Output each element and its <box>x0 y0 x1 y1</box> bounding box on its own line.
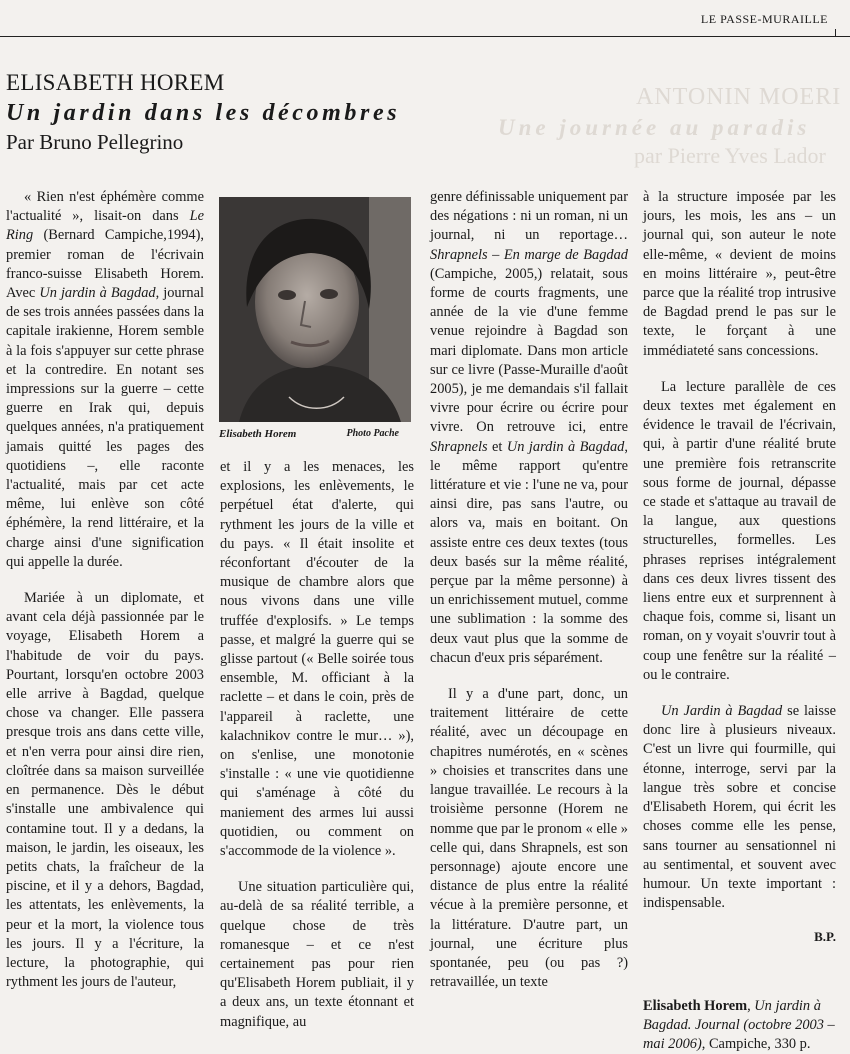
article-author: ELISABETH HOREM <box>6 70 225 95</box>
paragraph: à la structure imposée par les jours, les mois, les ans – un journal qui, son auteur le note elle-même, « devient de moins en moins littéraire », peut-être parce que la réalité trop intrusive de Bagdad prend le pas sur le texte, le forçant à une immédiateté sans concessions. <box>643 189 836 359</box>
header-rule-tick <box>835 29 837 37</box>
reference-publisher: , Campiche, 330 p. <box>701 1035 811 1052</box>
signature: B.P. <box>814 929 836 945</box>
text-run: (Campiche, 2005,) relatait, sous forme de courts fragments, une année de la vie d'une femme venue rejoindre à Bagdad son mari diplomate. Dans mon article sur ce livre (Passe-Muraille d'août 2005), je me demandais s'il fallait vivre pour écrire ou écrire pour vivre. On retrouve ici, entre <box>430 265 628 436</box>
paragraph: Une situation particulière qui, au-delà de sa réalité terrible, a quelque chose de très romanesque – et ce n'est certainement pas pour rien qu'Elisabeth Horem publiait, il y a deux ans, un texte étonnant et magnifique, au <box>220 879 414 1030</box>
paragraph <box>643 702 836 913</box>
column-3 <box>430 188 628 992</box>
text-run: , journal de ses trois années passées dans la capitale irakienne, Horem semble à la fois s'appuyer sur cette phrase et la contredire. En notant ses impressions sur la guerre – cette guerre en Irak qui, depuis quelques années, n'a pratiquement jamais quitté les pages des quotidiens –, elle raconte l'actualité, mais par cet acte même, lui enlève son côté éphémère, la rend littéraire, et la charge ainsi d'une signification qui appelle la durée. <box>6 285 204 570</box>
paragraph: Mariée à un diplomate, et avant cela déjà passionnée par le voyage, Elisabeth Horem a l'habitude de voir du pays. Pourtant, lorsqu'en octobre 2003 elle arrive à Bagdad, quelque chose va changer. Elle passera presque trois ans dans cette ville, et n'en verra pour ainsi dire rien, cloîtrée dans sa maison surveillée en permanence. Dès le début s'installe une ambivalence qui contamine tout. Il y a dedans, la maison, le jardin, les oiseaux, les petits chats, la fraîcheur de la piscine, et il y a dehors, Bagdad, les attentats, les enlèvements, la peur et la mort, la violence tous les jours. Il y a l'écriture, la lecture, la photographie, qui rythment les jours de l'auteur, <box>6 590 204 991</box>
text-run: genre définissable uniquement par des négations : ni un roman, ni un journal, ni un reportage… <box>430 189 628 244</box>
book-title-ref: Shrapnels – En marge de Bagdad <box>430 246 628 263</box>
reference-author: Elisabeth Horem <box>643 997 748 1014</box>
paragraph: et il y a les menaces, les explosions, les enlèvements, le perpétuel état d'alerte, qui rythment les jours de la ville et du pays. « Il était insolite et réconfortant d'écouter de la musique de chambre alors que nous vivons dans une ville truffée d'explosifs. » Le temps passe, et malgré la guerre qui se glisse partout (« Belle soirée tous ensemble, M. officiant à la raclette – et dans le coin, près de l'appareil à raclette, une kalachnikov contre le mur… »), on s'enlise, une monotonie s'installe : « une vie quotidienne qui s'aménage à côté du maniement des armes lui aussi quotidien, ou comment on s'accommode de la violence ». <box>220 459 414 860</box>
column-1 <box>6 188 204 992</box>
text-run: « Rien n'est éphémère comme l'actualité », lisait-on dans <box>6 189 204 225</box>
bleed-author: ANTONIN MOERI <box>636 84 842 110</box>
photo-caption <box>219 428 411 440</box>
article-header <box>6 68 400 156</box>
text-run: , le même rapport qu'entre littérature et vie : l'une ne va, pour ainsi dire, pas sans l'autre, ou alors va, mais en boitant. On assiste entre ces deux textes (tous deux basés sur la même réalité, perçue par la même personne) à un enrichissement mutuel, comme une sublimation : la somme des deux vaut plus que la somme de chacun d'eux pris séparément. <box>430 438 628 666</box>
book-title-ref: Shrapnels <box>430 438 488 455</box>
article-book-title: Un jardin dans les décombres <box>6 100 401 126</box>
paragraph: La lecture parallèle de ces deux textes met également en évidence le travail de l'écrivain, qui, à partir d'une réalité brute une première fois retranscrite sous forme de journal, dépasse ce stade et s'attaque au travail de la langue, aux questions structurelles, formelles. Les phrases reprises intégralement dans ces deux livres tissent des liens entre eux et surprennent à chaque fois, comme si, lisant un roman, on y voyait s'ouvrir tout à coup une fenêtre sur la réalité – ou le contraire. <box>643 378 836 683</box>
column-4 <box>643 188 836 1054</box>
text-run: , <box>747 997 755 1014</box>
text-run: (Bernard Campiche,1994), premier roman de l'écrivain franco-suisse Elisabeth Horem. Avec <box>6 227 204 302</box>
photo-caption-name: Elisabeth Horem <box>219 428 297 440</box>
book-reference <box>643 997 836 1054</box>
book-title-ref: Un jardin à Bagdad <box>506 438 625 455</box>
article-byline: Par Bruno Pellegrino <box>6 130 184 154</box>
column-2 <box>220 458 414 1032</box>
photo-credit: Photo Pache <box>346 428 399 439</box>
header-rule <box>0 36 850 37</box>
book-title-ref: Le Ring <box>6 208 204 244</box>
portrait-image <box>219 197 411 422</box>
bleed-byline: par Pierre Yves Lador <box>634 143 826 168</box>
reference-title: Un jardin à Bagdad. Journal (octobre 2003 – mai 2006) <box>643 997 835 1052</box>
running-head: LE PASSE-MURAILLE <box>700 12 828 26</box>
book-title-ref: Un jardin à Bagdad <box>39 285 156 302</box>
author-photo <box>219 197 411 422</box>
text-run: et <box>487 438 507 455</box>
text-run: se laisse donc lire à plusieurs niveaux. C'est un livre qui fourmille, qui étonne, interroge, servi par la langue très sobre et concise d'Elisabeth Horem, qui écrit les choses comme elle les pense, sans tourner au sensationnel ni au sentimental, et souvent avec humour. Un texte important : indispensable. <box>643 703 837 912</box>
paragraph <box>430 188 628 668</box>
bleed-title: Une journée au paradis <box>498 115 811 140</box>
paragraph: Il y a d'une part, donc, un traitement littéraire de cette réalité, avec un découpage en chapitres numérotés, en « scènes » choisies et transcrites dans une langue travaillée. Le recours à la troisième personne (Horem ne nomme que par le pronom « elle » celle qui, dans Shrapnels, est son personnage) ajoute encore une distance de plus entre la réalité vécue à la première personne, et la littérature. D'autre part, un journal, une écriture plus spontanée, peu (ou pas ?) retravaillée, un texte <box>430 686 628 991</box>
paragraph <box>6 188 204 572</box>
book-title-ref: Un Jardin à Bagdad <box>661 703 783 720</box>
